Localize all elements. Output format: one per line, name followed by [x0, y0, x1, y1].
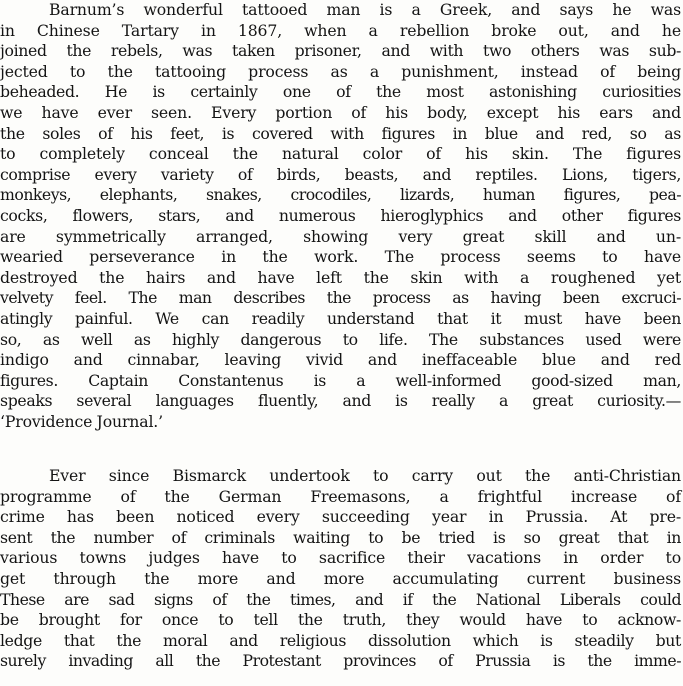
text-line: destroyed the hairs and have left the skin with a roughened yet [0, 267, 681, 287]
text-line: speaks several languages fluently, and is really a great curiosity.— [0, 391, 681, 411]
text-line: in Chinese Tartary in 1867, when a rebellion broke out, and he [0, 20, 681, 40]
text-line: beheaded. He is certainly one of the most astonishing curiosities [0, 82, 681, 102]
text-line: Ever since Bismarck undertook to carry out the anti-Christian [49, 466, 681, 485]
text-line: cocks, flowers, stars, and numerous hieroglyphics and other figures [0, 205, 681, 225]
text-line: Barnum’s wonderful tattooed man is a Greek, and says he was [49, 0, 681, 19]
text-line: jected to the tattooing process as a punishment, instead of being [0, 61, 681, 81]
text-line: to completely conceal the natural color of his skin. The figures [0, 144, 681, 164]
text-line: figures. Captain Constantenus is a well-informed good-sized man, [0, 370, 681, 390]
text-line: various towns judges have to sacrifice their vacations in order to [0, 548, 681, 568]
text-line: be brought for once to tell the truth, they would have to acknow- [0, 610, 681, 630]
text-line: These are sad signs of the times, and if the National Liberals could [0, 589, 681, 609]
text-line: wearied perseverance in the work. The process seems to have [0, 247, 681, 267]
text-line: sent the number of criminals waiting to be tried is so great that in [0, 527, 681, 547]
text-line: so, as well as highly dangerous to life. The substances used were [0, 329, 681, 349]
text-line: ‘Providence Journal.’ [0, 411, 163, 431]
text-line: the soles of his feet, is covered with figures in blue and red, so as [0, 123, 681, 143]
text-line: atingly painful. We can readily understand that it must have been [0, 308, 681, 328]
text-line: monkeys, elephants, snakes, crocodiles, lizards, human figures, pea- [0, 185, 681, 205]
text-line: indigo and cinnabar, leaving vivid and ineffaceable blue and red [0, 350, 681, 370]
text-line: comprise every variety of birds, beasts, and reptiles. Lions, tigers, [0, 164, 681, 184]
text-line: programme of the German Freemasons, a frightful increase of [0, 486, 681, 506]
paragraph-bismarck [0, 466, 683, 672]
text-line: we have ever seen. Every portion of his body, except his ears and [0, 102, 681, 122]
text-line: ledge that the moral and religious dissolution which is steadily but [0, 630, 681, 650]
text-line: velvety feel. The man describes the process as having been excruci- [0, 288, 681, 308]
text-line: surely invading all the Protestant provinces of Prussia is the imme- [0, 651, 681, 671]
text-line: crime has been noticed every succeeding year in Prussia. At pre- [0, 507, 681, 527]
text-line: joined the rebels, was taken prisoner, and with two others was sub- [0, 41, 681, 61]
text-line: are symmetrically arranged, showing very great skill and un- [0, 226, 681, 246]
text-line: get through the more and more accumulating current business [0, 568, 681, 588]
